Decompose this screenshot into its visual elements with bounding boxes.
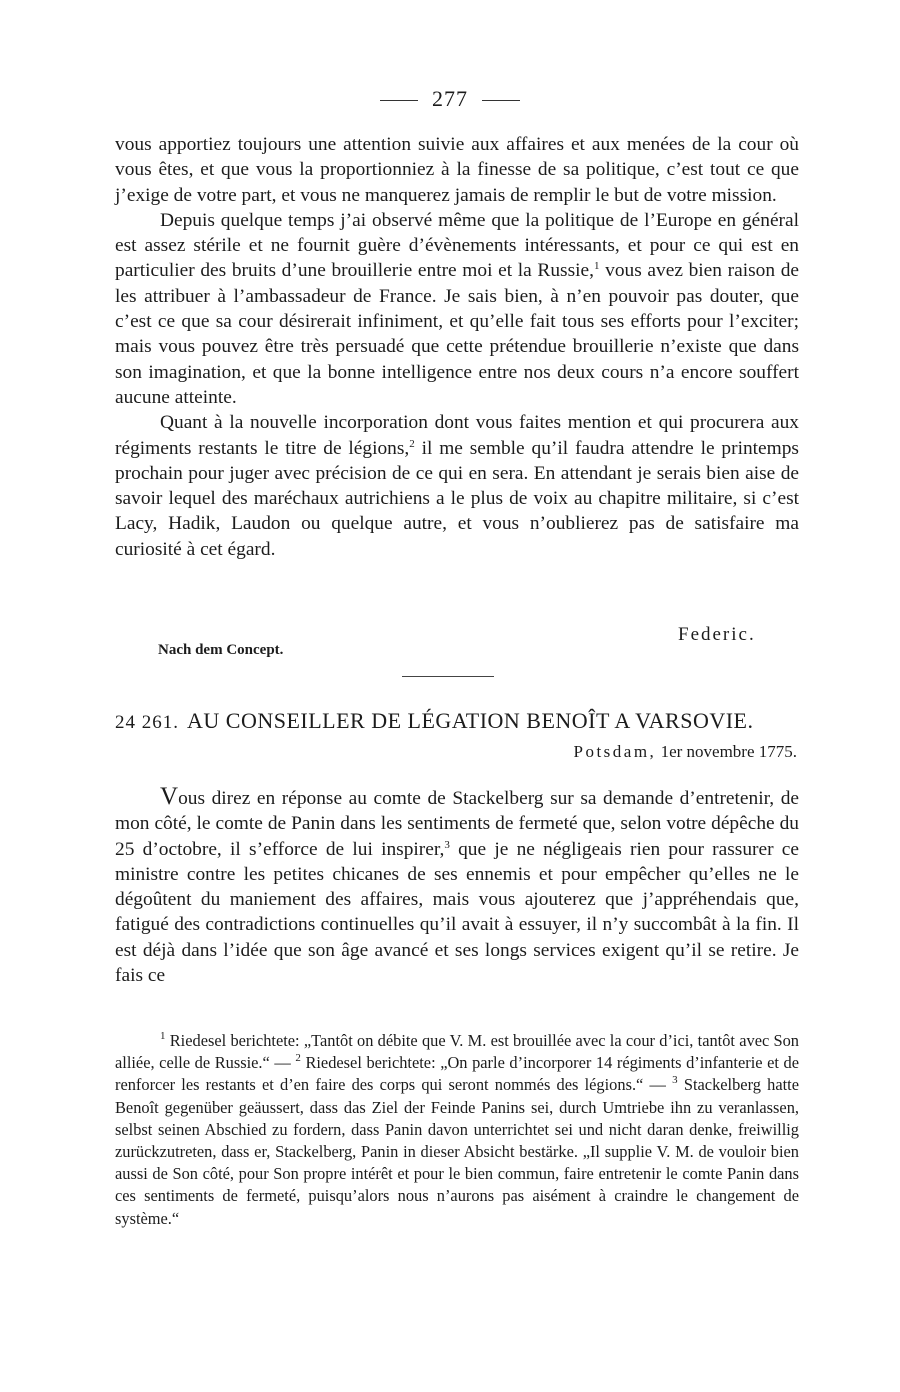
paragraph-text: Quant à la nouvelle incorporation dont vous faites mention et qui procurera aux régiments restants le titre de légions, [115,412,799,459]
letter-1-paragraph-2 [115,208,799,410]
letter-1-paragraph-1: vous apportiez toujours une attention suivie aux affaires et aux menées de la cour où vous êtes, et que vous la proportionniez à la finesse de sa politique, c’est tout ce que j’exige de votre part, et vous ne manquerez jamais de remplir le but de votre mission. [115,134,799,206]
document-number: 24 261. [115,712,179,733]
paragraph-text: ous direz en réponse au comte de Stackelberg sur sa demande d’entretenir, de mon côté, le comte de Panin dans les sentiments de fermeté que, selon votre dépêche du 25 d’octobre, il s’efforce de lui inspirer, [115,788,799,860]
letter-2-paragraph-1 [115,784,799,988]
page-header [0,86,900,112]
place: Potsdam, [573,742,657,761]
footnote-2-text: Riedesel berichtete: „On parle d’incorporer 14 régiments d’infanterie et de renforcer les restants et d’en faire des corps qui seront nommés des légions.“ — [115,1053,799,1095]
footnote-3-text: Stackelberg hatte Benoît gegenüber geäussert, dass das Ziel der Feinde Panins sei, durch Umtriebe ihn zu veranlassen, selbst seinen Abschied zu fordern, dass Panin davon unterrichtet sei und nicht daran denke, freiwillig zurückzutreten, dass er, Stackelberg, Panin in dieser Absicht bestärke. „Il supplie V. M. de vouloir bien aussi de Son côté, pour Son propre intérêt et pour le bien commun, faire entretenir le comte Panin dans ces sentiments de fermeté, puisqu’alors nous n’aurons pas aisément à craindre le changement de système.“ [115,1075,799,1228]
source-note: Nach dem Concept. [158,642,284,658]
initial-letter: V [160,783,179,810]
footnote-1-text: Riedesel berichtete: „Tantôt on débite que V. M. est brouillée avec la cour d’ici, tantôt avec Son alliée, celle de Russie.“ — [115,1031,799,1073]
footnote-ref-1: 1 [593,260,600,273]
footnote-ref-3: 3 [444,838,450,851]
paragraph-text: il me semble qu’il faudra attendre le printemps prochain pour juger avec précision de ce qui en sera. En attendant je serais bien aise de savoir lequel des maréchaux autrichiens a le plus de voix au chapitre militaire, si c’est Lacy, Hadik, Laudon ou quelque autre, et vous n’oublierez pas de satisfaire ma curiosité à cet égard. [115,437,799,560]
date: 1er novembre 1775. [660,742,797,761]
place-date-line [574,742,798,762]
document-title: AU CONSEILLER DE LÉGATION BENOÎT A VARSOVIE. [187,708,754,733]
footnote-mark-3: 3 [672,1074,678,1087]
page-number: 277 [432,86,468,111]
letter-1-body [115,132,799,562]
section-separator [402,676,494,677]
letter-1-paragraph-3 [115,410,799,562]
paragraph-text: vous avez bien raison de les attribuer à l’ambassadeur de France. Je sais bien, à n’en pouvoir pas douter, que c’est ce que sa cour désirerait infiniment, et qu’elle fait tous ses efforts pour l’exciter; mais vous pouvez être très persuadé que cette prétendue brouillerie n’existe que dans son imagination, et que la bonne intelligence entre nos deux cours n’a encore souffert aucune atteinte. [115,260,799,408]
paragraph-text: que je ne négligeais rien pour rassurer ce ministre contre les petites chicanes de ses ennemis et pour empêcher qu’elles ne le dégoûtent du maniement des affaires, mais vous ajouterez que j’appréhendais que, fatigué des contradictions continuelles qu’il avait à essuyer, il n’y succombât à la fin. Il est déjà dans l’idée que son âge avancé et ses longs services exigent qu’il se retire. Je fais ce [115,838,799,987]
footnote-ref-2: 2 [409,437,415,450]
letter-2-body [115,784,799,988]
document-heading [115,708,815,734]
header-dash-right [482,100,520,101]
footnotes [115,1030,799,1230]
footnote-block [115,1030,799,1230]
signature: Federic. [678,624,756,645]
paragraph-text: Depuis quelque temps j’ai observé même que la politique de l’Europe en général est assez stérile et ne fournit guère d’évènements intéressants, et pour ce qui est en particulier des bruits d’une brouillerie entre moi et la Russie, [115,209,799,282]
footnote-mark-2: 2 [295,1052,301,1065]
header-dash-left [380,100,418,101]
footnote-mark-1: 1 [160,1030,166,1042]
